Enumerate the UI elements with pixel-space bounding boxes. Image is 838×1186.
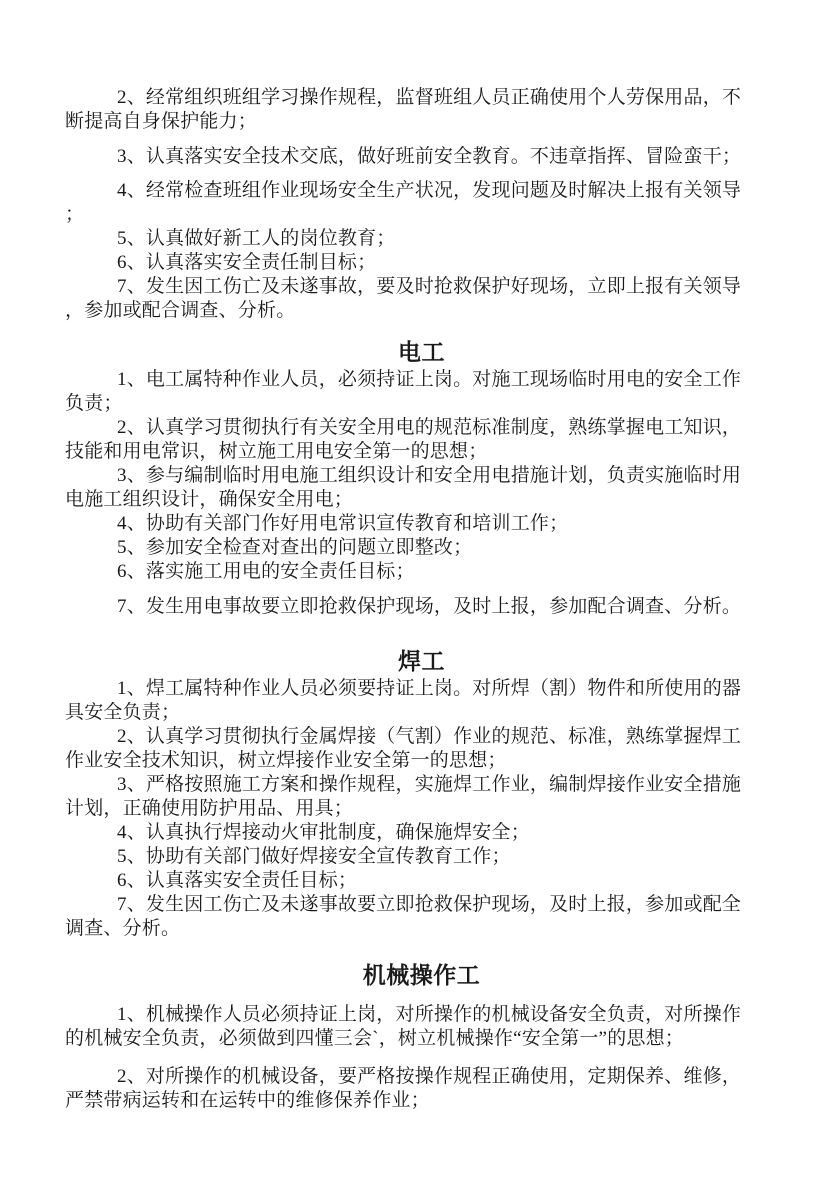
text-line: 6、落实施工用电的安全责任目标；	[117, 561, 415, 582]
text-line: 2、经常组织班组学习操作规程，监督班组人员正确使用个人劳保用品，不	[117, 87, 742, 108]
text-line: 负责；	[65, 393, 123, 414]
text-line: 3、严格按照施工方案和操作规程，实施焊工作业，编制焊接作业安全措施	[117, 774, 742, 795]
text-line: ；	[65, 204, 85, 225]
text-line: 电施工组织设计，确保安全用电；	[65, 489, 354, 510]
text-line: 5、认真做好新工人的岗位教育；	[117, 228, 396, 249]
text-line: 5、参加安全检查对查出的问题立即整改；	[117, 537, 473, 558]
text-line: 1、机械操作人员必须持证上岗，对所操作的机械设备安全负责，对所操作	[117, 1004, 742, 1025]
text-line: 2、对所操作的机械设备，要严格按操作规程正确使用，定期保养、维修，	[117, 1066, 742, 1087]
text-line: 4、认真执行焊接动火审批制度，确保施焊安全；	[117, 822, 530, 843]
text-line: 7、发生因工伤亡及未遂事故，要及时抢救保护好现场，立即上报有关领导	[117, 276, 742, 297]
text-line: 3、认真落实安全技术交底，做好班前安全教育。不违章指挥、冒险蛮干；	[117, 146, 742, 167]
section-heading: 电工	[398, 340, 445, 365]
text-line: 6、认真落实安全责任目标；	[117, 870, 358, 891]
text-line: 1、焊工属特种作业人员必须要持证上岗。对所焊（割）物件和所使用的器	[117, 678, 742, 699]
text-line: 具安全负责；	[65, 702, 181, 723]
text-line: 7、发生用电事故要立即抢救保护现场，及时上报，参加配合调查、分析。	[117, 596, 742, 617]
section-heading: 焊工	[398, 649, 445, 674]
text-line: 2、认真学习贯彻执行有关安全用电的规范标准制度，熟练掌握电工知识，	[117, 417, 742, 438]
text-line: 调查、分析。	[65, 918, 181, 939]
text-line: 5、协助有关部门做好焊接安全宣传教育工作；	[117, 846, 511, 867]
text-line: 6、认真落实安全责任制目标；	[117, 252, 377, 273]
text-line: 的机械安全负责，必须做到四懂三会`，树立机械操作“安全第一”的思想；	[65, 1028, 684, 1049]
document-content	[65, 86, 778, 1113]
text-line: 2、认真学习贯彻执行金属焊接（气割）作业的规范、标准，熟练掌握焊工	[117, 726, 742, 747]
text-line: 严禁带病运转和在运转中的维修保养作业；	[65, 1090, 430, 1111]
text-line: 断提高自身保护能力；	[65, 111, 258, 132]
text-line: 1、电工属特种作业人员，必须持证上岗。对施工现场临时用电的安全工作	[117, 369, 742, 390]
text-line: 7、发生因工伤亡及未遂事故要立即抢救保护现场，及时上报，参加或配全	[117, 894, 742, 915]
text-line: 3、参与编制临时用电施工组织设计和安全用电措施计划，负责实施临时用	[117, 465, 742, 486]
text-line: 4、协助有关部门作好用电常识宣传教育和培训工作；	[117, 513, 569, 534]
text-line: 计划，正确使用防护用品、用具；	[65, 798, 354, 819]
section-heading: 机械操作工	[362, 963, 481, 988]
text-line: 4、经常检查班组作业现场安全生产状况，发现问题及时解决上报有关领导	[117, 180, 742, 201]
text-line: ，参加或配合调查、分析。	[65, 300, 296, 321]
text-line: 作业安全技术知识，树立焊接作业安全第一的思想；	[65, 750, 507, 771]
text-line: 技能和用电常识，树立施工用电安全第一的思想；	[65, 441, 488, 462]
